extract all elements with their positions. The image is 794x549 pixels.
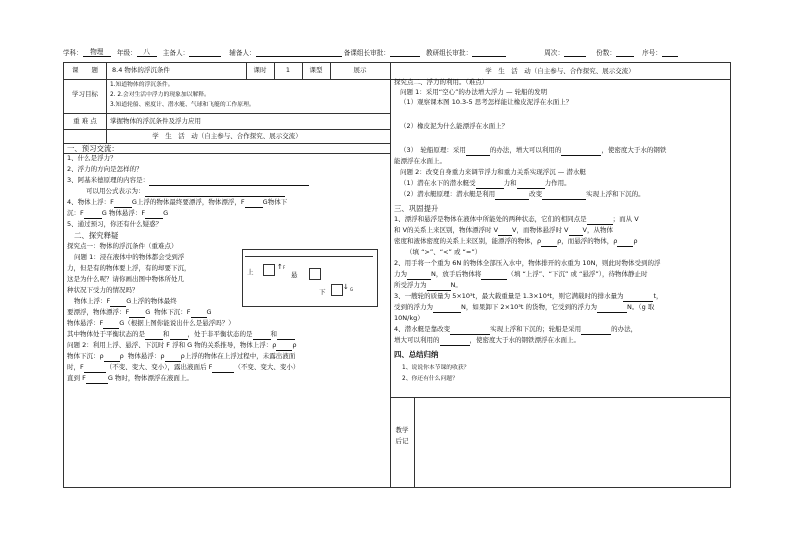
- q3-text: 3、阿基米德原理的内容是：: [67, 176, 150, 184]
- consolidate-text: [394, 269, 648, 280]
- ex-text: 时，F: [67, 363, 84, 371]
- key-points-label: 重 难 点: [73, 117, 97, 125]
- explore-line: [67, 362, 299, 373]
- consolidate-text: （填 “>”、“<” 或 “=”）: [406, 248, 482, 256]
- answer-blank[interactable]: [170, 331, 188, 340]
- answer-blank[interactable]: [481, 271, 507, 280]
- right-activity-header: 学 生 活 动（自主参与、合作探究、展示交流）: [485, 67, 635, 75]
- answer-blank[interactable]: [104, 353, 120, 362]
- answer-blank[interactable]: [145, 210, 163, 219]
- rising-object: [263, 264, 275, 276]
- ex-text: ，使密度大于水的钢铁: [601, 146, 667, 154]
- consolidate-text: 2、用手将一个重为 6N 的物体全部压入水中，物体排开的水重为 10N，则此时物体受到的浮: [394, 259, 661, 267]
- ex-text: G 物时，物体漂浮在液面上。: [107, 374, 193, 382]
- ex-text: G: [119, 319, 125, 327]
- ex-text: （不变、变大、变小）: [234, 363, 300, 371]
- ex-text: 4、潜水艇是靠改变: [394, 325, 451, 333]
- ex-text: 改变: [529, 190, 543, 198]
- diagram-label-up: 上: [247, 268, 254, 276]
- ex-text: （填 “上浮”、“下沉” 或 “悬浮”），待物体静止时: [507, 270, 648, 278]
- answer-blank[interactable]: [276, 342, 292, 351]
- ex-text: V: [582, 226, 587, 234]
- goals-label: 学习目标: [72, 90, 98, 98]
- ex-text: 上浮的物体最终: [131, 297, 177, 305]
- ex2-text: 问题 1：采用“空心”的办法增大浮力 — 轮船的发明: [400, 88, 548, 96]
- q4-text: G: [131, 198, 137, 206]
- ex-text: 力为: [394, 270, 407, 278]
- group-leader-label: 备课组长审批：: [343, 48, 390, 57]
- q4-text: 物体悬浮：F: [108, 209, 146, 217]
- period-value: 1: [285, 66, 291, 74]
- preview-q3b: [86, 186, 285, 197]
- afterword-label: 教学: [395, 426, 409, 434]
- answer-blank[interactable]: [191, 309, 207, 318]
- week-field: [564, 48, 586, 57]
- answer-blank[interactable]: [110, 298, 126, 307]
- copies-label: 份数：: [596, 48, 616, 57]
- ex-text: ρ: [557, 237, 562, 245]
- preview-q4-line2: [67, 208, 168, 219]
- answer-blank[interactable]: [476, 180, 504, 189]
- ex-text: N。: [450, 281, 462, 289]
- ex2-text: （2）橡皮泥为什么能漂浮在水面上？: [400, 122, 509, 130]
- q4-text: G: [262, 198, 268, 206]
- answer-blank[interactable]: [617, 238, 633, 247]
- consolidate-text: [394, 225, 613, 236]
- topic-label: 课 题: [72, 66, 98, 74]
- ex-text: （根据上图你能说出什么是悬浮吗？）: [124, 319, 235, 327]
- ex-text: 力和: [503, 179, 517, 187]
- teaching-leader-label: 教研组长审批：: [426, 48, 473, 57]
- answer-blank[interactable]: [597, 304, 627, 313]
- ex-text: 物体悬浮：ρ: [127, 352, 165, 360]
- ex-text: 要漂浮，物体漂浮：F: [67, 308, 130, 316]
- explore-line: [67, 329, 295, 340]
- consolidate-text: [394, 302, 654, 313]
- ex-text: N。（g 取: [627, 303, 655, 311]
- explore-text: 问题 1：浸在液体中的物体都会受到浮: [74, 253, 185, 261]
- ex-text: 物体上浮：F: [74, 297, 111, 305]
- serial-field: [662, 48, 678, 57]
- ex-text: 力作用。: [544, 179, 571, 187]
- ex-text: N，如果卸下 2×10³t 的货物，它受到的浮力为: [461, 303, 598, 311]
- arrow-down-icon: ↓: [343, 283, 349, 291]
- ex-text: ，而物体悬浮时 V: [516, 226, 569, 234]
- period-label: 课时: [253, 66, 267, 74]
- subject-field: [83, 48, 111, 57]
- ex-text: G: [206, 308, 212, 316]
- ex-text: G: [126, 297, 132, 305]
- ex-text: 实现上浮和下沉的；轮船是采用: [490, 325, 582, 333]
- preview-q2: 2、浮力的方向是怎样的？: [67, 165, 143, 173]
- goal-item: 2. 2.会对生活中浮力的现象加以解释。: [110, 92, 210, 98]
- ex-text: ，而悬浮的物体，ρ: [561, 237, 618, 245]
- ex-text: 和: [270, 330, 277, 338]
- explore-line: [67, 307, 212, 318]
- preparer-label: 主备人：: [162, 48, 190, 57]
- col-divider: [414, 397, 415, 487]
- ex-text: 的办法，增大可以利用的: [489, 146, 562, 154]
- answer-blank[interactable]: [561, 147, 601, 156]
- q4-text: 沉：F: [67, 209, 84, 217]
- force-label-icon: F: [283, 265, 286, 270]
- ex-text: ρ: [180, 352, 185, 360]
- consolidate-text: [394, 291, 663, 302]
- q4-text: G: [101, 209, 107, 217]
- q4-text: 4、物体上浮：F: [67, 198, 114, 206]
- ex-text: 受到的浮力为: [394, 303, 433, 311]
- ex-text: ，从物体: [586, 226, 613, 234]
- preview-title: 一、预习交流：: [67, 144, 119, 153]
- summary-item: 1、说说你本节课的收获？: [402, 365, 470, 371]
- ex-text: ；而从 V: [612, 215, 639, 223]
- assistant-field: [256, 48, 342, 57]
- preview-q4-line1: [67, 197, 287, 208]
- answer-blank[interactable]: [498, 227, 512, 236]
- answer-blank[interactable]: [427, 282, 451, 291]
- answer-blank[interactable]: [86, 375, 108, 384]
- grade-value: 八: [143, 48, 150, 56]
- copies-field: [616, 48, 634, 57]
- answer-blank[interactable]: [440, 337, 470, 346]
- consolidate-text: [394, 236, 638, 247]
- ex-text: 物体下沉：ρ: [67, 352, 104, 360]
- explore-point1-title: 探究点一：物体的浮沉条件（重难点）: [67, 242, 178, 250]
- ex-text: ρ: [633, 237, 638, 245]
- subject-label: 学科：: [63, 48, 83, 57]
- ex-text: ρ: [292, 341, 297, 349]
- ex-text: 和: [163, 330, 170, 338]
- gravity-label-icon: G: [350, 287, 354, 292]
- explore-line: [67, 340, 297, 351]
- key-points-value: 掌握物体的浮沉条件及浮力应用: [110, 117, 201, 125]
- ex-text: 物体悬浮：F: [67, 319, 104, 327]
- assistant-label: 辅备人：: [229, 48, 256, 57]
- consolidate-text: [394, 214, 639, 225]
- afterword-label: 后记: [395, 437, 409, 445]
- q4-text: 物体下: [267, 198, 288, 206]
- answer-blank[interactable]: [253, 331, 271, 340]
- consolidate-text: [394, 324, 637, 335]
- header-bar: [63, 48, 729, 57]
- suspended-object: [309, 268, 321, 280]
- answer-blank[interactable]: [623, 293, 653, 302]
- answer-blank[interactable]: [165, 353, 181, 362]
- row-divider: [64, 129, 390, 130]
- ex-text: 上浮的物体在上浮过程中，未露出液面: [184, 352, 296, 360]
- ex2-text: （1）观察课本图 10.3-5 思考怎样能让橡皮泥浮在水面上？: [400, 98, 573, 106]
- answer-blank[interactable]: [433, 304, 461, 313]
- ex-text: 物体下沉：F: [154, 308, 191, 316]
- lesson-plan-table: [63, 62, 731, 488]
- summary-item: 2、你还有什么问题？: [402, 376, 458, 382]
- float-sink-diagram: [242, 249, 378, 307]
- answer-blank[interactable]: [466, 147, 490, 156]
- ex-text: 的办法，: [611, 325, 638, 333]
- answer-blank[interactable]: [277, 331, 295, 340]
- row-divider: [390, 397, 730, 398]
- row-divider: [64, 113, 390, 114]
- ex-text: 增大可以利用的: [394, 336, 440, 344]
- explore-line: [74, 296, 177, 307]
- explore-line: [67, 351, 295, 362]
- water-surface-line: [245, 256, 373, 257]
- answer-blank[interactable]: [542, 191, 586, 200]
- goal-item: 1.知道物体的浮沉条件。: [110, 82, 174, 88]
- q4-text: 上浮的物体最终要漂浮，物体漂浮，F: [136, 198, 245, 206]
- explore-text: 这是为什么呢？请你画出图中物体所处几: [67, 275, 184, 283]
- ex-text: N，放手后物体将: [431, 270, 482, 278]
- ex2-text: 能漂浮在水面上。: [394, 157, 446, 165]
- ex-text: 问题 2：利用上浮、悬浮、下沉时 F 浮和 G 物的关系推导，物体上浮：ρ: [67, 341, 277, 349]
- preview-q3: [67, 175, 309, 186]
- answer-blank[interactable]: [114, 199, 132, 208]
- answer-blank[interactable]: [407, 271, 431, 280]
- group-leader-field: [390, 48, 420, 57]
- ex-text: （3） 轮船原理：采用: [400, 146, 466, 154]
- ex-text: ，使密度大于水的钢铁漂浮在水面上。: [469, 336, 580, 344]
- answer-blank[interactable]: [517, 180, 545, 189]
- ex2-title: 探究点二、浮力的利用。（难点）: [394, 78, 489, 86]
- diagram-label-down: 下: [319, 288, 326, 296]
- ex-text: 密度和液体密度的关系上来区别，能漂浮的物体，ρ: [394, 237, 542, 245]
- teaching-leader-field: [472, 48, 506, 57]
- q3b-text: 可以用公式表示为：: [86, 187, 145, 195]
- ex-text: （不变、变大、变小），露出液面后 F: [105, 363, 213, 371]
- topic-value: 8.4 物体的浮沉条件: [112, 66, 170, 74]
- serial-label: 序号：: [642, 48, 662, 57]
- explore-text: 种状况下受力的情况吗？: [67, 286, 139, 294]
- ex-text: 的关系上来区别，物体漂浮时 V: [407, 226, 499, 234]
- consolidate-title: 三、巩固提升: [394, 204, 439, 213]
- ex-text: 和 V: [394, 226, 408, 234]
- ex-text: 1、漂浮和悬浮是物体在液体中所能处的两种状态，它们的相同点是: [394, 215, 587, 223]
- preparer-field: [189, 48, 221, 57]
- answer-blank[interactable]: [450, 326, 490, 335]
- consolidate-text: [394, 280, 462, 291]
- answer-blank[interactable]: [581, 326, 611, 335]
- ex-text: 其中物体处于平衡状态的是: [67, 330, 145, 338]
- type-value: 展示: [353, 66, 367, 74]
- q4-text: G: [163, 209, 169, 217]
- answer-blank[interactable]: [145, 188, 285, 197]
- center-divider: [390, 63, 391, 487]
- answer-blank[interactable]: [245, 199, 263, 208]
- consolidate-text: [394, 335, 580, 346]
- subject-value: 物理: [90, 48, 104, 56]
- explore-title: 二、探究释疑: [74, 231, 119, 240]
- ex-text: （1）潜在水下的潜水艇受: [400, 179, 476, 187]
- grade-field: [137, 48, 157, 57]
- answer-blank[interactable]: [145, 331, 163, 340]
- type-label: 课型: [309, 66, 323, 74]
- preview-q5: 5、通过预习，你还有什么疑惑？: [67, 220, 163, 228]
- ex-text: 直到 F: [67, 374, 86, 382]
- answer-blank[interactable]: [495, 191, 529, 200]
- consolidate-text: 10N/kg）: [394, 314, 424, 322]
- ex-text: 所受浮力为: [394, 281, 427, 289]
- answer-blank[interactable]: [103, 320, 119, 329]
- ex2-text: [400, 178, 571, 189]
- arrow-up-icon: ↑: [277, 263, 283, 271]
- answer-blank[interactable]: [541, 238, 557, 247]
- explore-text: 力，但是有的物体要上浮，有的却要下沉，: [67, 264, 191, 272]
- ex-text: t，: [653, 292, 663, 300]
- summary-title: 四、总结归纳: [394, 350, 439, 359]
- ex-text: G: [145, 308, 151, 316]
- sinking-object: [331, 284, 343, 296]
- diagram-label-float: 悬: [291, 271, 298, 279]
- ex-text: （2）潜水艇原理：潜水艇是利用: [400, 190, 496, 198]
- ex-text: V: [512, 226, 517, 234]
- answer-blank[interactable]: [84, 364, 106, 373]
- ex-text: ，处于非平衡状态的是: [187, 330, 253, 338]
- ex-text: 实现上浮和下沉的。: [586, 190, 645, 198]
- answer-blank[interactable]: [84, 210, 102, 219]
- answer-blank[interactable]: [149, 177, 309, 186]
- week-label: 周次：: [544, 48, 565, 57]
- preview-q1: 1、什么是浮力？: [67, 154, 117, 162]
- ex-text: 3、一艘轮的质量为 5×10³t，最大载重量是 1.3×10⁴t，则它满载时的排水量为: [394, 292, 624, 300]
- ex-text: ρ: [119, 352, 124, 360]
- grade-label: 年级：: [116, 48, 137, 57]
- answer-blank[interactable]: [587, 216, 613, 225]
- answer-blank[interactable]: [212, 364, 234, 373]
- explore-line: [67, 373, 193, 384]
- left-activity-header: 学 生 活 动（自主参与、合作探究、展示交流）: [152, 132, 302, 140]
- goal-item: 3.知道轮船、密度计、潜水艇、气球和飞艇的工作原理。: [110, 102, 255, 108]
- answer-blank[interactable]: [129, 309, 145, 318]
- answer-blank[interactable]: [569, 227, 583, 236]
- ex2-text: 问题 2：改变自身重力来调节浮力和重力关系实现浮沉 — 潜水艇: [400, 168, 586, 176]
- ex2-text: [400, 145, 666, 156]
- explore-line: [67, 318, 235, 329]
- ex2-text: [400, 189, 645, 200]
